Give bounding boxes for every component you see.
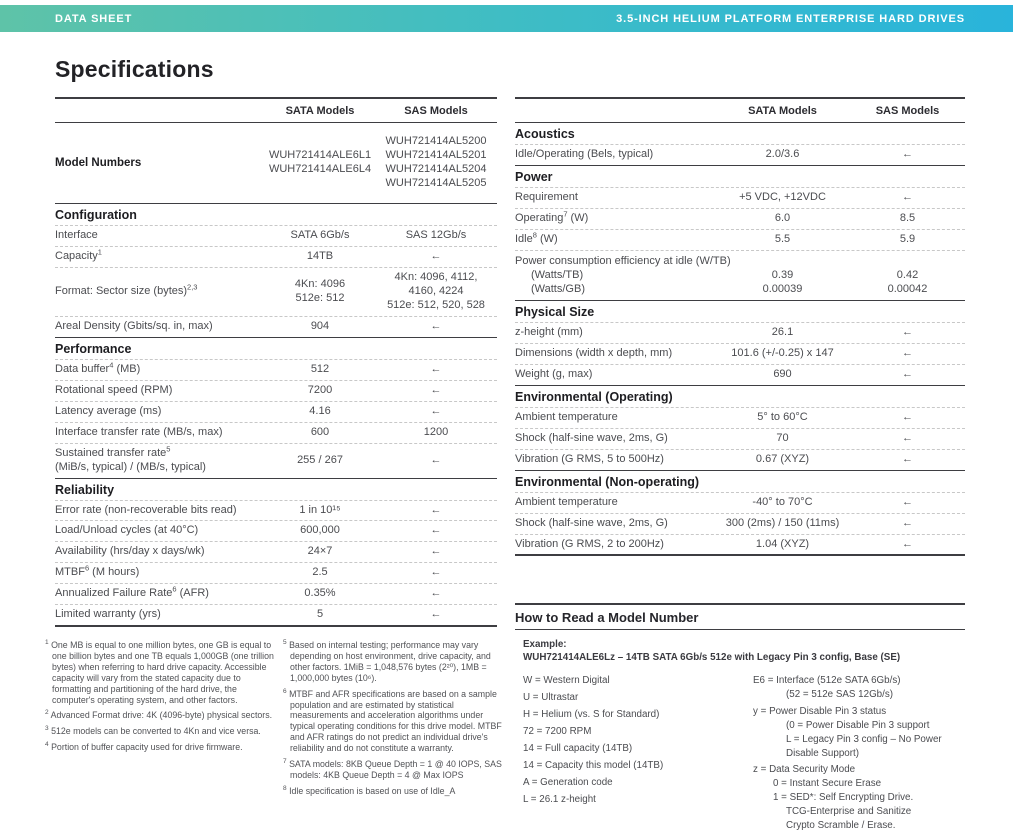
guide-item: 0 = Instant Secure Erase [773,778,882,790]
row-label-line1: Format: Sector size (bytes)$^{2,3}$ [55,282,198,297]
sas-value: SAS 12Gb/s [405,228,467,241]
column-header-row [55,99,497,123]
footnote-number: 7 [283,758,287,766]
spec-row [55,225,497,246]
row-label [515,517,715,531]
row-label-line1: Latency average (ms) [55,404,162,417]
column-header-sas: SAS Models [875,105,940,117]
guide-example-label: Example: [523,639,567,650]
spec-row [55,401,497,422]
table-section [515,470,965,555]
row-label [515,538,715,552]
spec-row [55,380,497,401]
sas-value: ← [430,362,442,375]
spec-row [515,513,965,534]
sas-value: ← [902,495,913,508]
sas-value: ← [902,431,913,444]
sata-value: 1.04 (XYZ) [755,537,810,550]
sas-value: 1200 [423,425,449,438]
footnote: $^2$ Advanced Format drive: 4K (4096-byte) physical sectors. [45,709,273,721]
row-label [55,608,265,622]
spec-row [515,343,965,364]
row-label-line1: Error rate (non-recoverable bits read) [55,503,237,516]
row-label [515,432,715,446]
row-label-line1: Model Numbers [55,156,142,169]
value-line: WUH721414AL5200 [385,135,487,147]
sata-value: 600 [310,425,330,438]
spec-row [55,422,497,443]
spec-row [515,449,965,470]
sas-value: ← [430,545,442,558]
row-label-line1: Limited warranty (yrs) [55,608,161,621]
sas-value: ← [430,524,442,537]
footnote: $^5$ Based on internal testing; performance may vary depending on host environment, drive capacity, and other factors. 1MiB = 1,048,576 bytes (2²⁰), 1MB = 1,000,000 bytes (10⁶). [283,639,491,683]
sata-value: 0.35% [304,587,336,600]
guide-item: 1 = SED*: Self Encrypting Drive. [773,792,914,804]
spec-row [55,246,497,267]
sata-value: 690 [773,367,792,380]
sata-value: 5.5 [774,232,791,245]
row-label [55,247,265,264]
row-label-line1: Idle$^8$ (W) [515,230,558,245]
footnote-number: 5 [283,639,287,647]
row-sublabel: (Watts/GB) [531,283,585,296]
row-label [55,443,265,475]
row-label-line1: Weight (g, max) [515,367,593,380]
row-label-line1: Capacity$^1$ [55,247,102,262]
footnote-ref: 2,3 [187,282,198,292]
guide-item: Crypto Scramble / Erase. [786,820,896,832]
footnote-ref: 8 [532,230,537,240]
guide-item: z = Data Security Mode [753,764,856,776]
footnote-number: 4 [45,741,49,749]
sas-value: ← [430,587,442,600]
section-title: Physical Size [515,300,965,322]
row-label [55,504,265,518]
value-line: 4Kn: 4096 [294,277,346,290]
guide-right-list [753,675,965,834]
footnote: $^3$ 512e models can be converted to 4Kn and vice versa. [45,725,261,737]
row-label-line1: Vibration (G RMS, 5 to 500Hz) [515,452,664,465]
row-label-line1: MTBF$^6$ (M hours) [55,563,140,579]
sata-value: 512 [310,362,330,375]
footnotes-column-1 [45,640,278,758]
sas-value: ← [902,346,913,359]
spec-subrow [515,268,965,282]
sas-value: ← [430,453,442,466]
value-line: WUH721414ALE6L4 [268,162,372,175]
row-label-line1: Annualized Failure Rate$^6$ (AFR) [55,584,209,600]
sas-value: ← [902,452,913,465]
spec-row [515,492,965,513]
table-section [55,337,497,478]
row-label [55,545,265,559]
row-label [515,453,715,467]
footnotes-column-2 [283,640,507,802]
value-line: 512e: 512 [295,291,345,304]
guide-title: How to Read a Model Number [515,605,965,630]
sata-value: 300 (2ms) / 150 (11ms) [725,516,840,529]
sata-value: 7200 [307,383,333,396]
row-label [515,411,715,425]
footnote-ref: 7 [563,209,568,219]
row-label: Power consumption efficiency at idle (W/TB) [515,254,731,267]
footnote-ref: 4 [109,360,114,370]
sata-value: 2.5 [312,566,328,579]
table-section [55,478,497,626]
row-label-line1: Vibration (G RMS, 2 to 200Hz) [515,537,664,550]
sata-value: 0.39 [771,269,794,282]
sas-value: ← [430,319,442,332]
sata-value: 70 [776,431,789,444]
guide-example-text: WUH721414ALE6Lz – 14TB SATA 6Gb/s 512e with Legacy Pin 3 config, Base (SE) [523,652,901,663]
sata-value: 5° to 60°C [757,410,808,423]
guide-item: E6 = Interface (512e SATA 6Gb/s) [753,675,901,686]
row-label-line1: Operating$^7$ (W) [515,209,589,224]
table-section [55,123,497,203]
row-label-line1: Dimensions (width x depth, mm) [515,346,673,359]
table-section [515,300,965,385]
sas-value: ← [902,148,913,160]
value-line: WUH721414AL5204 [385,162,487,175]
guide-item: 72 = 7200 RPM [523,726,592,738]
sata-value: 6.0 [774,211,791,224]
guide-item: y = Power Disable Pin 3 status [753,705,887,717]
footnote: $^1$ One MB is equal to one million bytes, one GB is equal to one billion bytes and one TB equals 1,000GB (one trillion bytes) when referring to hard drive capacity. Accessible capacity will vary from the stated capacity due to formatting and partitioning of the hard drive, the computer's operating system, and other factors. [45,639,274,705]
row-label [55,563,265,580]
sata-value: 101.6 (+/-0.25) x 147 [731,346,834,359]
value-line: WUH721414AL5205 [385,176,487,189]
sas-value: ← [902,537,913,550]
section-title: Reliability [55,478,497,500]
row-label [55,360,265,377]
row-label-line1: Idle/Operating (Bels, typical) [515,148,654,160]
section-title: Environmental (Operating) [515,385,965,407]
section-title: Performance [55,337,497,359]
sas-value: ← [430,608,442,621]
sas-value [375,271,497,313]
row-label-line1: Areal Density (Gbits/sq. in, max) [55,319,213,332]
footnote-number: 3 [45,725,49,733]
sas-value: ← [430,383,442,396]
spec-row [515,407,965,428]
guide-item: (52 = 512e SAS 12Gb/s) [786,689,894,701]
footnote: $^4$ Portion of buffer capacity used for drive firmware. [45,741,243,753]
row-label-line1: z-height (mm) [515,325,583,338]
row-label [515,496,715,510]
guide-item: 14 = Full capacity (14TB) [523,743,633,755]
sata-value: 0.67 (XYZ) [755,452,810,465]
guide-item: H = Helium (vs. S for Standard) [523,709,660,721]
guide-item: W = Western Digital [523,675,610,686]
spec-table-left [55,97,497,627]
row-label-line1: Shock (half-sine wave, 2ms, G) [515,431,668,444]
row-label [55,384,265,398]
spec-row [515,364,965,385]
sas-value: 8.5 [899,211,916,224]
spec-row [55,541,497,562]
footnote: $^6$ MTBF and AFR specifications are based on a sample population and are estimated by statistical measurements and acceleration algorithms under typical operating conditions for this drive model. MTBF and AFR ratings do not predict an individual drive's reliability and do not constitute a warranty. [283,687,502,754]
row-label [55,156,265,171]
guide-item: TCG-Enterprise and Sanitize [786,806,912,818]
row-label-line1: Rotational speed (RPM) [55,383,173,396]
section-title: Environmental (Non-operating) [515,470,965,492]
footnote-ref: 5 [166,443,171,453]
row-label [55,405,265,419]
row-label [515,209,715,226]
footnote-number: 8 [283,784,287,792]
sata-value: 4.16 [309,404,331,417]
sas-value: ← [902,516,913,529]
row-label [55,229,265,243]
guide-item: 14 = Capacity this model (14TB) [523,760,664,772]
value-line: 4Kn: 4096, 4112, [394,270,478,283]
row-label [515,148,715,162]
guide-item: U = Ultrastar [523,692,579,704]
row-label-line1: Data buffer$^4$ (MB) [55,360,141,375]
spec-row [515,229,965,250]
sas-value: ← [430,566,442,579]
sas-value: 0.00042 [887,283,928,296]
sas-value: ← [430,503,442,516]
row-label [515,368,715,382]
footnote-number: 6 [283,687,287,695]
sas-value: 0.42 [896,269,919,282]
sata-value: SATA 6Gb/s [290,228,350,241]
guide-item: A = Generation code [523,777,613,789]
value-line: WUH721414ALE6L1 [268,148,372,161]
row-label-line1: Requirement [515,190,578,203]
table-section [515,123,965,165]
spec-row [55,520,497,541]
sata-value: 255 / 267 [297,453,343,466]
sata-value: -40° to 70°C [752,495,813,508]
sata-value: 14TB [306,249,334,262]
guide-item: (0 = Power Disable Pin 3 support [786,719,930,731]
row-label [515,230,715,247]
spec-row [515,322,965,343]
column-header-sata: SATA Models [748,105,817,117]
guide-item: Disable Support) [786,747,859,759]
sas-value: ← [430,404,442,417]
sata-value: 0.00039 [762,283,803,296]
column-header-sas: SAS Models [404,105,468,117]
sas-value: ← [902,367,913,380]
spec-subrow [515,282,965,296]
spec-row [55,316,497,337]
spec-row [515,208,965,229]
row-label [55,320,265,334]
section-title: Acoustics [515,127,575,141]
sata-value [265,278,375,306]
row-label-line1: Ambient temperature [515,410,618,423]
sata-value: 600,000 [300,524,340,537]
spec-row [55,267,497,316]
sas-value: ← [902,325,913,338]
sata-value: 2.0/3.6 [765,148,800,160]
footnote-number: 2 [45,709,49,717]
footnote-ref: 6 [172,584,177,594]
section-title: Power [515,165,965,187]
banner-right-label: 3.5-INCH HELIUM PLATFORM ENTERPRISE HARD DRIVES [616,12,965,25]
spec-row [55,583,497,604]
sas-value [375,135,497,191]
spec-row [55,443,497,478]
column-header-row [515,99,965,123]
sata-value: 24×7 [307,545,333,558]
sata-value: +5 VDC, +12VDC [739,190,826,203]
row-label-line1: Availability (hrs/day x days/wk) [55,545,205,558]
table-section [515,385,965,470]
spec-row [55,562,497,583]
spec-row [515,534,965,555]
row-label [515,347,715,361]
footnote-ref: 1 [97,247,102,257]
row-label-line2: (MiB/s, typical) / (MB/s, typical) [55,460,206,473]
banner-left-label: DATA SHEET [55,12,133,25]
row-label [515,191,715,205]
guide-item: L = Legacy Pin 3 config – No Power [786,733,942,745]
spec-row [55,359,497,380]
spec-row [55,604,497,625]
row-label-line1: Shock (half-sine wave, 2ms, G) [515,516,668,529]
sas-value: ← [902,190,913,203]
row-label-line1: Ambient temperature [515,495,618,508]
spec-row [55,123,497,203]
sas-value: ← [430,249,442,262]
row-label [515,326,715,340]
table-section [55,203,497,337]
sata-value: 26.1 [771,325,794,338]
sata-value [265,149,375,177]
spec-row [515,144,965,165]
spec-row [55,500,497,521]
spec-row [515,187,965,208]
sata-value: 5 [316,608,324,621]
row-label-line1: Sustained transfer rate$^5$ [55,443,171,459]
spec-table-right [515,97,965,556]
value-line: 512e: 512, 520, 528 [387,298,485,311]
spec-row [515,428,965,449]
sata-value: 904 [310,319,330,332]
footnote-number: 1 [45,639,49,647]
guide-item: L = 26.1 z-height [523,794,596,806]
row-label [55,524,265,538]
spec-row [515,250,965,300]
row-label-line1: Interface [55,228,98,241]
sas-value: 5.9 [899,232,916,245]
model-number-guide [515,603,965,834]
sas-value: ← [902,410,913,423]
value-line: 4160, 4224 [408,284,464,297]
footnote: $^8$ Idle specification is based on use of Idle_A [283,784,456,796]
row-label-line1: Interface transfer rate (MB/s, max) [55,425,223,438]
section-title: Configuration [55,203,497,225]
footnote: $^7$ SATA models: 8KB Queue Depth = 1 @ 40 IOPS, SAS models: 4KB Queue Depth = 4 @ Max IOPS [283,758,502,780]
page-title: Specifications [55,56,214,82]
column-header-sata: SATA Models [285,105,355,117]
banner [0,5,1013,32]
row-label [55,282,265,299]
table-section [515,165,965,300]
row-label-line1: Load/Unload cycles (at 40°C) [55,524,199,537]
footnote-ref: 6 [84,563,90,573]
guide-body [515,630,965,834]
value-line: WUH721414AL5201 [385,148,487,161]
row-sublabel: (Watts/TB) [531,269,584,282]
row-label [55,426,265,440]
guide-left-list [523,675,753,834]
sata-value: 1 in 10¹⁵ [299,503,341,516]
row-label [55,584,265,601]
